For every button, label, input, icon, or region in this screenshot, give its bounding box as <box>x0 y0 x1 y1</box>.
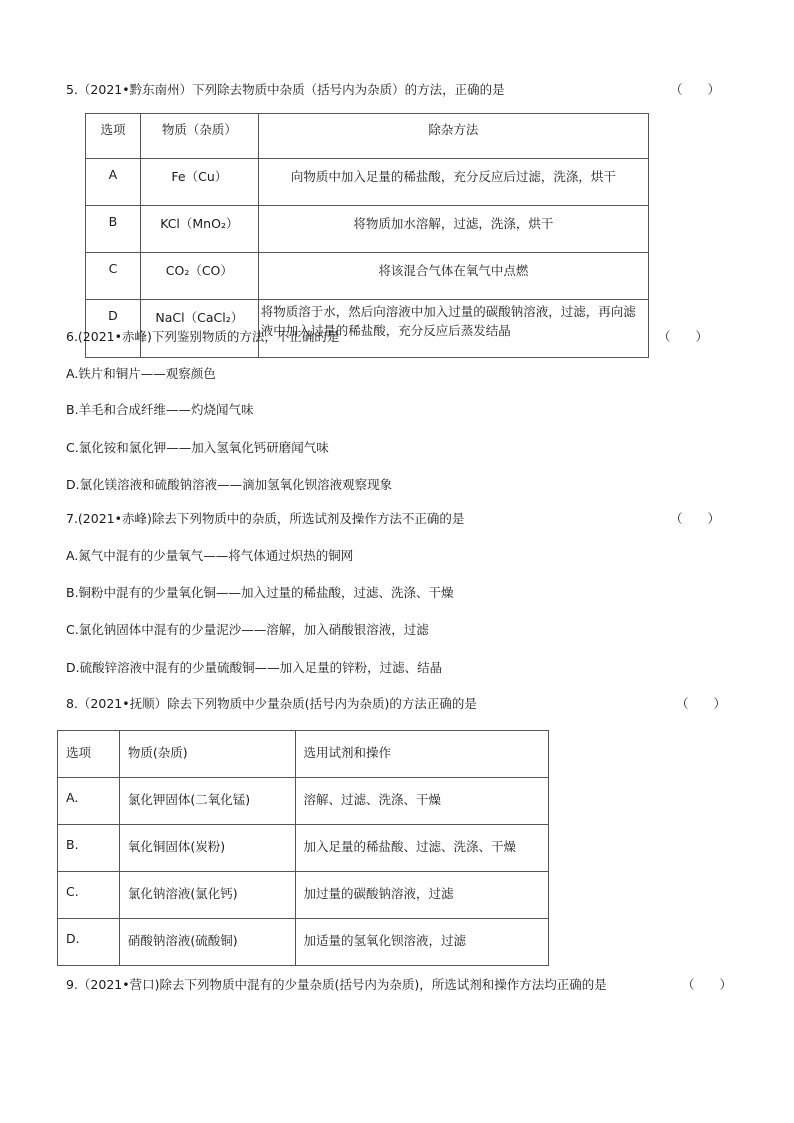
question-6-option-d: D.氯化镁溶液和硫酸钠溶液——滴加氢氧化钡溶液观察现象 <box>66 477 393 492</box>
row-method: 将物质溶于水，然后向溶液中加入过量的碳酸钠溶液，过滤，再向滤液中加入过量的稀盐酸，充分反应后蒸发结晶 <box>258 300 648 358</box>
header-method: 除杂方法 <box>258 114 648 159</box>
question-6 <box>66 327 730 347</box>
question-6-answer-blank: （ ） <box>658 329 709 344</box>
table-row <box>58 872 549 919</box>
question-6-option-c: C.氯化铵和氯化钾——加入氢氧化钙研磨闻气味 <box>66 440 329 455</box>
row-substance: NaCl（CaCl₂） <box>140 300 258 358</box>
question-8-answer-blank: （ ） <box>676 696 727 711</box>
row-substance: CO₂（CO） <box>140 253 258 300</box>
question-5-stem: 5.（2021•黔东南州）下列除去物质中杂质（括号内为杂质）的方法，正确的是 <box>66 82 505 97</box>
table-row <box>86 206 649 253</box>
header-method: 选用试剂和操作 <box>295 731 548 778</box>
row-method: 将该混合气体在氧气中点燃 <box>258 253 648 300</box>
row-substance: 氯化钾固体(二氧化锰) <box>119 778 295 825</box>
row-method: 向物质中加入足量的稀盐酸，充分反应后过滤，洗涤，烘干 <box>258 159 648 206</box>
table-row <box>86 253 649 300</box>
table-row <box>58 919 549 966</box>
row-option: A <box>86 159 141 206</box>
header-substance: 物质(杂质) <box>119 731 295 778</box>
header-option: 选项 <box>86 114 141 159</box>
row-option: B. <box>58 825 120 872</box>
question-8 <box>66 694 730 714</box>
row-method: 溶解、过滤、洗涤、干燥 <box>295 778 548 825</box>
table-row <box>58 825 549 872</box>
question-7-option-d: D.硫酸锌溶液中混有的少量硫酸铜——加入足量的锌粉，过滤、结晶 <box>66 660 443 675</box>
question-6-option-a: A.铁片和铜片——观察颜色 <box>66 366 216 381</box>
row-method: 将物质加水溶解，过滤，洗涤，烘干 <box>258 206 648 253</box>
question-8-table <box>57 730 549 966</box>
question-7-stem: 7.(2021•赤峰)除去下列物质中的杂质，所选试剂及操作方法不正确的是 <box>66 511 465 526</box>
question-6-stem: 6.(2021•赤峰)下列鉴别物质的方法，不正确的是 <box>66 329 340 344</box>
row-option: D <box>86 300 141 358</box>
question-5 <box>66 80 730 100</box>
row-substance: 氧化铜固体(炭粉) <box>119 825 295 872</box>
question-5-answer-blank: （ ） <box>670 82 721 97</box>
row-substance: 氯化钠溶液(氯化钙) <box>119 872 295 919</box>
row-substance: KCl（MnO₂） <box>140 206 258 253</box>
question-7-answer-blank: （ ） <box>670 511 721 526</box>
header-option: 选项 <box>58 731 120 778</box>
question-7-option-c: C.氯化钠固体中混有的少量泥沙——溶解，加入硝酸银溶液，过滤 <box>66 622 429 637</box>
row-method: 加入足量的稀盐酸、过滤、洗涤、干燥 <box>295 825 548 872</box>
question-9-answer-blank: （ ） <box>682 977 733 992</box>
table-row <box>58 778 549 825</box>
question-7-option-a: A.氮气中混有的少量氧气——将气体通过炽热的铜网 <box>66 548 354 563</box>
question-7-option-b: B.铜粉中混有的少量氧化铜——加入过量的稀盐酸，过滤、洗涤、干燥 <box>66 585 454 600</box>
row-option: A. <box>58 778 120 825</box>
table-header-row <box>58 731 549 778</box>
row-method: 加过量的碳酸钠溶液，过滤 <box>295 872 548 919</box>
row-option: C. <box>58 872 120 919</box>
row-option: C <box>86 253 141 300</box>
question-9 <box>66 975 733 995</box>
row-method: 加适量的氢氧化钡溶液，过滤 <box>295 919 548 966</box>
header-substance: 物质（杂质） <box>140 114 258 159</box>
question-9-stem: 9.（2021•营口)除去下列物质中混有的少量杂质(括号内为杂质)，所选试剂和操作方法均正确的是 <box>66 977 607 992</box>
question-5-table <box>85 113 649 358</box>
question-7 <box>66 509 730 529</box>
table-row <box>86 159 649 206</box>
table-header-row <box>86 114 649 159</box>
row-substance: Fe（Cu） <box>140 159 258 206</box>
row-option: B <box>86 206 141 253</box>
question-6-option-b: B.羊毛和合成纤维——灼烧闻气味 <box>66 402 254 417</box>
row-substance: 硝酸钠溶液(硫酸铜) <box>119 919 295 966</box>
row-option: D. <box>58 919 120 966</box>
question-8-stem: 8.（2021•抚顺）除去下列物质中少量杂质(括号内为杂质)的方法正确的是 <box>66 696 477 711</box>
